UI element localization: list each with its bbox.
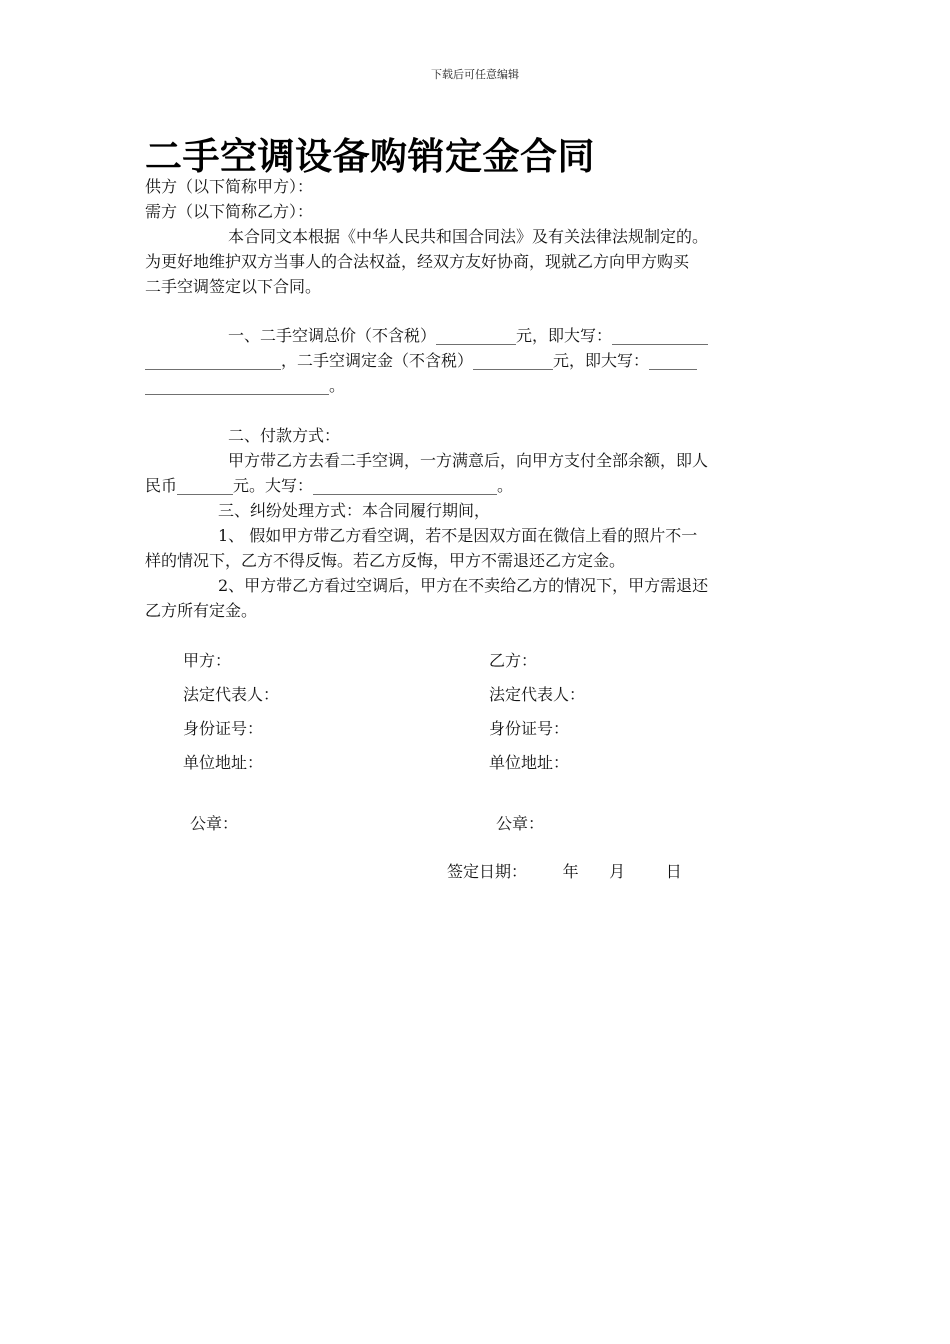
clause3-heading: 三、纠纷处理方式：本合同履行期间， bbox=[218, 501, 491, 520]
clause1-line-3: _______________________。 bbox=[145, 376, 346, 395]
clause3-item2-line-2: 乙方所有定金。 bbox=[145, 601, 258, 620]
clause3-item1-line-1: 1、 假如甲方带乙方看空调，若不是因双方面在微信上看的照片不一 bbox=[218, 526, 698, 545]
party-a-seal: 公章： bbox=[190, 814, 239, 833]
party-a-id-number: 身份证号： bbox=[183, 719, 264, 738]
party-b-label: 乙方： bbox=[489, 651, 538, 670]
intro-line-1: 本合同文本根据《中华人民共和国合同法》及有关法律法规制定的。 bbox=[228, 227, 709, 246]
party-a-representative: 法定代表人： bbox=[183, 685, 280, 704]
clause1-line-2: _________________，二手空调定金（不含税）__________元，即大写：______ bbox=[145, 351, 698, 370]
supplier-line: 供方（以下简称甲方）： bbox=[145, 177, 314, 196]
header-note: 下载后可任意编辑 bbox=[431, 68, 519, 81]
party-b-representative: 法定代表人： bbox=[489, 685, 586, 704]
intro-line-3: 二手空调签定以下合同。 bbox=[145, 277, 322, 296]
party-b-id-number: 身份证号： bbox=[489, 719, 570, 738]
party-a-label: 甲方： bbox=[183, 651, 232, 670]
buyer-line: 需方（以下简称乙方）： bbox=[145, 202, 314, 221]
page-title: 二手空调设备购销定金合同 bbox=[145, 135, 595, 178]
clause2-heading: 二、付款方式： bbox=[228, 426, 341, 445]
party-a-address: 单位地址： bbox=[183, 753, 264, 772]
intro-line-2: 为更好地维护双方当事人的合法权益，经双方友好协商，现就乙方向甲方购买 bbox=[145, 252, 690, 271]
party-b-address: 单位地址： bbox=[489, 753, 570, 772]
clause3-item1-line-2: 样的情况下，乙方不得反悔。若乙方反悔，甲方不需退还乙方定金。 bbox=[145, 551, 626, 570]
clause1-line-1: 一、二手空调总价（不含税）__________元，即大写：____________ bbox=[228, 326, 709, 345]
signing-date: 签定日期： 年 月 日 bbox=[447, 862, 682, 881]
clause3-item2-line-1: 2、甲方带乙方看过空调后，甲方在不卖给乙方的情况下，甲方需退还 bbox=[218, 576, 709, 595]
party-b-seal: 公章： bbox=[496, 814, 545, 833]
clause2-line-1: 甲方带乙方去看二手空调，一方满意后，向甲方支付全部余额，即人 bbox=[228, 451, 709, 470]
clause2-line-2: 民币_______元。大写：_______________________。 bbox=[145, 476, 514, 495]
